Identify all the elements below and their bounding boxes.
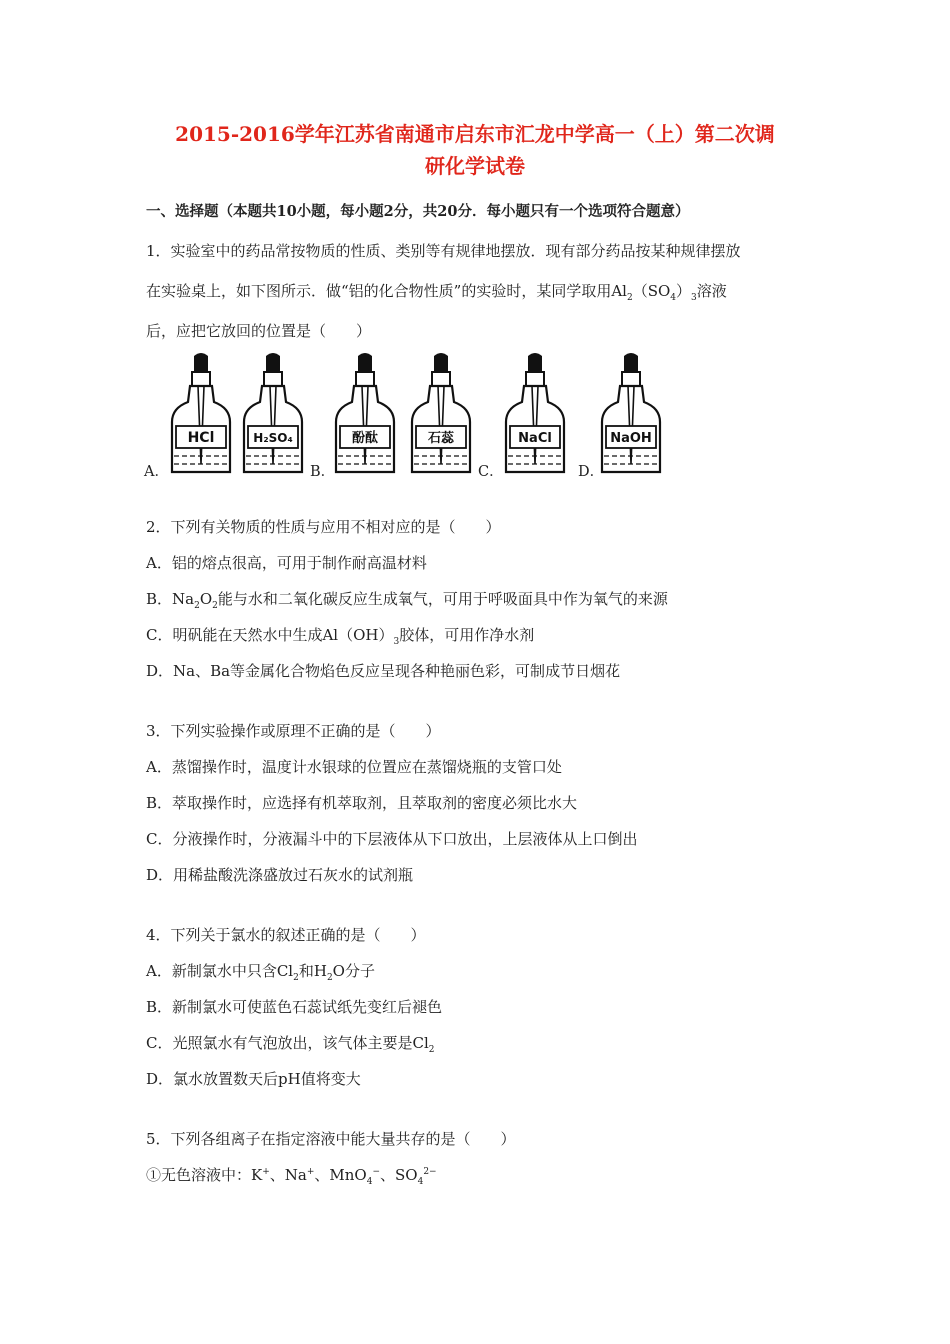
- title-line-2: 研化学试卷: [425, 154, 525, 178]
- option-d-label: D．: [578, 464, 605, 480]
- q4-stem: 4．下列关于氯水的叙述正确的是（ ）: [146, 926, 426, 944]
- subscript: 3: [393, 637, 400, 647]
- q4-text: 和H: [298, 962, 327, 980]
- q1-text: （SO: [632, 282, 671, 300]
- section-heading: 一、选择题（本题共10小题，每小题2分，共20分．每小题只有一个选项符合题意）: [146, 203, 690, 220]
- q2-text: B．Na: [146, 590, 195, 608]
- subscript: 2: [212, 601, 218, 611]
- bottle-label: HCl: [187, 430, 215, 446]
- subscript: 4: [417, 1177, 424, 1187]
- bottle-phenolphthalein-icon: [332, 352, 398, 480]
- subscript: 4: [366, 1177, 373, 1187]
- q3-option-c: C．分液操作时，分液漏斗中的下层液体从下口放出，上层液体从上口倒出: [146, 830, 638, 848]
- q5-text: 、Na: [269, 1166, 307, 1184]
- q2-option-b: [146, 588, 668, 611]
- q1-line-2: [146, 280, 727, 303]
- q2-option-c: [146, 624, 534, 647]
- subscript: 4: [670, 293, 677, 303]
- q3-option-b: B．萃取操作时，应选择有机萃取剂，且萃取剂的密度必须比水大: [146, 794, 578, 812]
- q2-option-d: D．Na、Ba等金属化合物焰色反应呈现各种艳丽色彩，可制成节日烟花: [146, 662, 621, 680]
- subscript: 2: [326, 973, 333, 983]
- bottle-label: 酚酞: [351, 431, 379, 446]
- subscript: 2: [626, 293, 633, 303]
- q2-text: 胶体，可用作净水剂: [399, 626, 535, 644]
- subscript: 2: [194, 601, 200, 611]
- title-line-1: 2015-2016学年江苏省南通市启东市汇龙中学高一（上）第二次调: [175, 122, 775, 146]
- bottle-naoh-icon: [598, 352, 664, 480]
- superscript: +: [306, 1167, 315, 1177]
- bottle-label: H₂SO₄: [253, 431, 293, 445]
- q5-text: 、SO: [380, 1166, 418, 1184]
- q1-line-1: 1．实验室中的药品常按物质的性质、类别等有规律地摆放．现有部分药品按某种规律摆放: [146, 242, 741, 260]
- q4-option-d: D．氯水放置数天后pH值将变大: [146, 1070, 361, 1088]
- superscript: −: [372, 1167, 380, 1177]
- q4-text: C．光照氯水有气泡放出，该气体主要是Cl: [146, 1034, 429, 1052]
- q4-option-a: [146, 960, 375, 983]
- q3-option-a: A．蒸馏操作时，温度计水银球的位置应在蒸馏烧瓶的支管口处: [146, 758, 562, 776]
- q2-text: C．明矾能在天然水中生成Al（OH）: [146, 626, 394, 644]
- superscript: 2−: [423, 1167, 437, 1177]
- bottle-h2so4-icon: [240, 352, 306, 480]
- q2-text: O: [199, 590, 213, 608]
- subscript: 3: [691, 293, 697, 303]
- q3-stem: 3．下列实验操作或原理不正确的是（ ）: [146, 722, 441, 740]
- option-a-label: A．: [144, 464, 169, 480]
- q1-line-3: 后，应把它放回的位置是（ ）: [146, 322, 372, 340]
- q1-text: 在实验桌上，如下图所示．做“铝的化合物性质”的实验时，某同学取用Al: [146, 282, 627, 300]
- q4-text: A．新制氯水中只含Cl: [146, 962, 294, 980]
- q4-text: O分子: [332, 962, 375, 980]
- document-title: [120, 118, 830, 182]
- option-b-label: B．: [310, 464, 336, 480]
- q5-text: 、MnO: [314, 1166, 367, 1184]
- subscript: 2: [428, 1045, 435, 1055]
- q4-option-c: [146, 1032, 435, 1055]
- q5-text: ①无色溶液中：K: [146, 1166, 263, 1184]
- q2-text: 能与水和二氧化碳反应生成氧气，可用于呼吸面具中作为氧气的来源: [217, 590, 668, 608]
- bottle-hcl-icon: [168, 352, 234, 480]
- q2-stem: 2．下列有关物质的性质与应用不相对应的是（ ）: [146, 518, 501, 536]
- bottle-label: NaCl: [518, 431, 552, 446]
- q1-text: ）: [676, 282, 692, 300]
- superscript: +: [262, 1167, 270, 1177]
- bottle-label: NaOH: [610, 431, 652, 446]
- q1-text: 溶液: [696, 282, 727, 300]
- bottle-litmus-icon: [408, 352, 474, 480]
- q3-option-d: D．用稀盐酸洗涤盛放过石灰水的试剂瓶: [146, 866, 414, 884]
- q2-option-a: A．铝的熔点很高，可用于制作耐高温材料: [146, 554, 427, 572]
- reagent-bottles-figure: [140, 352, 820, 482]
- bottle-nacl-icon: [502, 352, 568, 480]
- bottle-label: 石蕊: [427, 431, 455, 446]
- subscript: 2: [293, 973, 299, 983]
- q5-item-1: [146, 1164, 437, 1187]
- q4-option-b: B．新制氯水可使蓝色石蕊试纸先变红后褪色: [146, 998, 443, 1016]
- q5-stem: 5．下列各组离子在指定溶液中能大量共存的是（ ）: [146, 1130, 516, 1148]
- option-c-label: C．: [478, 464, 504, 480]
